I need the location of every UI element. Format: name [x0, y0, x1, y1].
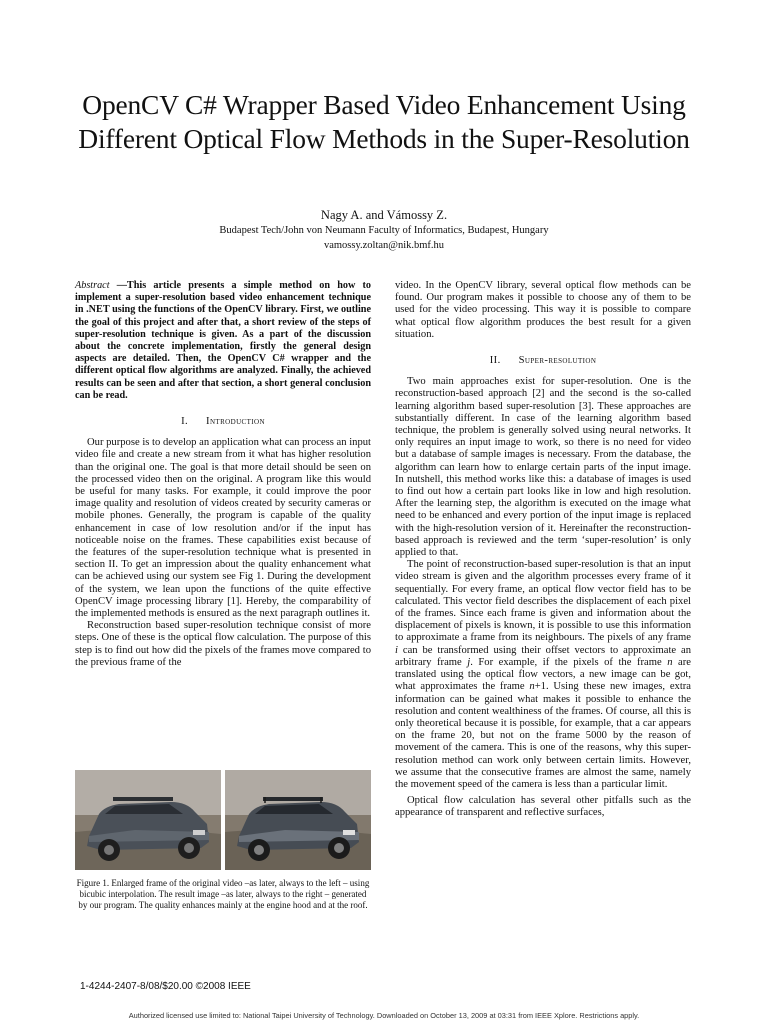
- intro-paragraph-2: Reconstruction based super-resolution technique consist of more steps. One of these is the optical flow calculation. The purpose of this step is to find out how did the pixels of the frames move compared to the previous frame of the: [75, 620, 371, 668]
- sr-paragraph-2: The point of reconstruction-based super-resolution is that an input video stream is given and the algorithm processes every frame of it sequentially. For every frame, an optical flow vector field has to be calculated. This vector field describes the displacement of each pixel of the frames. Since each frame is given and information about the displacement of pixels is known, it is possible to use this information to approximate a frame from its neighbours. The pixels of any frame i can be transformed using their offset vectors to approximate an arbitrary frame j. For example, if the pixels of the frame n are translated using the optical flow vectors, a new image can be got, what approximates the frame n+1. Using these new images, extra information can be gained what makes it possible to enhance the resolution and content wealthiness of the frames. Of course, all this is only theoretical because it is possible, for example, that a car appears on the frame 20, but not on the frame 5000 by the reason of movement of the camera. This is one of the reasons, why this super-resolution method can work only between certain limits. However, we assume that the consecutive frames are almost the same, namely the movement speed of the camera is less than a particular limit.: [395, 559, 692, 790]
- abstract-label: Abstract: [75, 280, 110, 291]
- section-heading-super-resolution: II. Super-resolution: [489, 355, 597, 367]
- right-column: [395, 280, 691, 820]
- abstract: [75, 280, 371, 402]
- paper-title: OpenCV C# Wrapper Based Video Enhancement Using Different Optical Flow Methods in the Super-Resolution: [78, 89, 690, 154]
- right-top-paragraph: video. In the OpenCV library, several optical flow methods can be found. Our program makes it possible to choose any of them to be used for the video processing. This way it is possible to compare what optical flow algorithm produces the best result for a given situation.: [395, 280, 691, 340]
- figure-caption: Figure 1. Enlarged frame of the original video –as later, always to the left – using bicubic interpolation. The result image –as later, always to the right – generated by our program. The quality enhances mainly at the engine hood and at the roof.: [76, 878, 370, 911]
- left-column: [75, 280, 371, 669]
- car-photo-enhanced: [225, 770, 371, 870]
- intro-paragraph-1: Our purpose is to develop an application what can process an input video file and create a new stream from it what has higher resolution than the original one. The goal is that more detail should be seen on the processed video then on the original. A program like this would be useful for many tasks. For example, it could improve the poor image quality and resolution of videos created by security cameras or mobile phones. Generally, the program is capable of the quality enhancement in case of low resolution and/or if the input has noticeable noise on the frames. These capabilities exist because of the features of the super-resolution technique what is presented in section II. To get an impression about the quality enhancement what can be achieved using our system see Fig 1. During the development of the system, we lean upon the functions of the quite effective OpenCV image processing library [1]. Hereby, the comparability of the implemented methods is ensured as the next paragraph outlines it.: [75, 437, 371, 620]
- car-photo-bicubic: [75, 770, 221, 870]
- figure-1: [75, 770, 371, 870]
- footer-license-note: Authorized licensed use limited to: National Taipei University of Technology. Downloaded on October 13, 2009 at 03:31 from IEEE Xplore. Restrictions apply.: [128, 1011, 640, 1020]
- sr-paragraph-1: Two main approaches exist for super-resolution. One is the reconstruction-based approach [2] and the second is the so-called learning algorithm based super-resolution [3]. These approaches are substantially different. In case of the learning algorithm based technique, the problem is generally solved using neural networks. It only requires an input image to work, so there is no need for video but a database of sample images is necessary. From the database, the algorithm can learn how to enlarge certain parts of the input image. In nutshell, this method works like this: a database of images is used to find out how a certain part looks like in low and high resolution. After the learning step, the algorithm is executed on the image what need to be enhanced and every portion of the input image is replaced with the high-resolution version of it. Hereinafter the reconstruction-based approach is reviewed and the term ‘super-resolution’ is only applied to that.: [395, 376, 691, 559]
- section-heading-introduction: I. Introduction: [181, 416, 265, 428]
- footer-copyright-code: 1-4244-2407-8/08/$20.00 ©2008 IEEE: [80, 981, 251, 992]
- abstract-text: —This article presents a simple method on how to implement a super-resolution based video enhancement technique in .NET using the functions of the OpenCV library. First, we outline the goal of this project and after that, a short review of the steps of super-resolution technique is given. As a part of the discussion about the concrete implementation, firstly the general design aspects are detailed. Then, the OpenCV C# wrapper and the different optical flow algorithms are analyzed. Finally, the achieved results can be seen and after that section, a short general conclusion can be read.: [75, 280, 371, 401]
- sr-paragraph-3: Optical flow calculation has several other pitfalls such as the appearance of transparent and reflective surfaces,: [395, 795, 691, 819]
- affiliation: Budapest Tech/John von Neumann Faculty of Informatics, Budapest, Hungary: [219, 225, 549, 236]
- figure-original-frame: [75, 770, 221, 870]
- figure-result-frame: [225, 770, 371, 870]
- authors: Nagy A. and Vámossy Z.: [320, 208, 448, 222]
- author-email: vamossy.zoltan@nik.bmf.hu: [323, 240, 445, 251]
